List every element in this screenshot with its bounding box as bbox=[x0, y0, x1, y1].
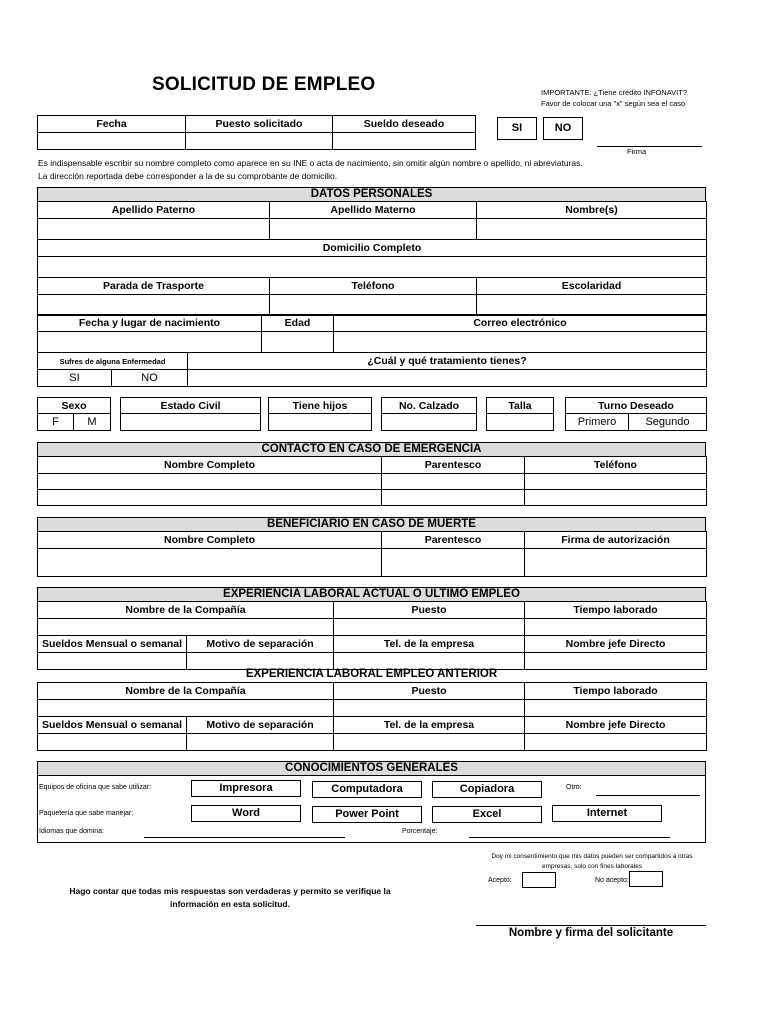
hijos-header: Tiene hijos bbox=[269, 398, 372, 414]
anterior-compania-field[interactable] bbox=[38, 700, 334, 717]
hijos-field[interactable] bbox=[269, 414, 372, 431]
escolaridad-field[interactable] bbox=[477, 295, 707, 316]
infonavit-no-box[interactable]: NO bbox=[543, 117, 583, 140]
actual-puesto-field[interactable] bbox=[334, 619, 525, 636]
emergencia-nombre-header: Nombre Completo bbox=[38, 457, 382, 474]
infonavit-question: IMPORTANTE: ¿Tiene crédito INFONAVIT? bbox=[541, 88, 688, 97]
sexo-header: Sexo bbox=[38, 398, 111, 414]
otro-label: Otro: bbox=[566, 784, 582, 791]
section-experiencia-actual: EXPERIENCIA LABORAL ACTUAL O ULTIMO EMPLEO bbox=[37, 587, 706, 602]
infonavit-hint: Favor de colocar una "x" según sea el caso bbox=[541, 99, 686, 108]
actual-motivo-header: Motivo de separación bbox=[187, 636, 334, 653]
turno-header: Turno Deseado bbox=[566, 398, 707, 414]
beneficiario-parentesco-field[interactable] bbox=[382, 549, 525, 577]
tratamiento-header: ¿Cuál y qué tratamiento tienes? bbox=[188, 353, 707, 370]
declaration-line-1: Hago contar que todas mis respuestas son verdaderas y permito se verifique la bbox=[69, 886, 391, 896]
fecha-lugar-field[interactable] bbox=[38, 332, 262, 353]
beneficiario-parentesco-header: Parentesco bbox=[382, 532, 525, 549]
nombres-header: Nombre(s) bbox=[477, 202, 707, 219]
infonavit-signature-line[interactable] bbox=[597, 146, 702, 147]
anterior-puesto-field[interactable] bbox=[334, 700, 525, 717]
idiomas-label: Idiomas que domina: bbox=[39, 828, 104, 835]
declaration-line-2: información en esta solicitud. bbox=[170, 899, 290, 909]
apellido-materno-field[interactable] bbox=[270, 219, 477, 240]
actual-jefe-header: Nombre jefe Directo bbox=[525, 636, 707, 653]
anterior-jefe-header: Nombre jefe Directo bbox=[525, 717, 707, 734]
turno-table bbox=[565, 397, 707, 431]
anterior-tiempo-field[interactable] bbox=[525, 700, 707, 717]
porcentaje-line[interactable] bbox=[469, 837, 670, 838]
actual-compania-field[interactable] bbox=[38, 619, 334, 636]
anterior-jefe-field[interactable] bbox=[525, 734, 707, 751]
calzado-field[interactable] bbox=[382, 414, 477, 431]
edad-header: Edad bbox=[262, 315, 334, 332]
telefono-field[interactable] bbox=[270, 295, 477, 316]
actual-motivo-field[interactable] bbox=[187, 653, 334, 670]
personal-table-1 bbox=[37, 201, 707, 316]
enfermedad-si[interactable]: SI bbox=[38, 370, 112, 387]
beneficiario-firma-field[interactable] bbox=[525, 549, 707, 577]
correo-field[interactable] bbox=[334, 332, 707, 353]
otro-line[interactable] bbox=[596, 795, 700, 796]
impresora-option[interactable]: Impresora bbox=[191, 780, 301, 797]
section-datos-personales: DATOS PERSONALES bbox=[37, 187, 706, 202]
signature-label: Nombre y firma del solicitante bbox=[508, 927, 674, 939]
consent-line-2: empresas, solo con fines laborales bbox=[541, 863, 643, 870]
beneficiario-table bbox=[37, 531, 707, 577]
talla-field[interactable] bbox=[487, 414, 554, 431]
request-table bbox=[37, 115, 476, 150]
porcentaje-label: Porcentaje: bbox=[402, 828, 438, 835]
firma-label: Firma bbox=[627, 147, 647, 156]
actual-jefe-field[interactable] bbox=[525, 653, 707, 670]
sueldo-header: Sueldo deseado bbox=[333, 116, 476, 133]
talla-table bbox=[486, 397, 554, 431]
edad-field[interactable] bbox=[262, 332, 334, 353]
no-acepto-label: No acepto: bbox=[595, 877, 629, 884]
infonavit-si-box[interactable]: SI bbox=[497, 117, 537, 140]
actual-sueldos-header: Sueldos Mensual o semanal bbox=[38, 636, 187, 653]
sexo-m[interactable]: M bbox=[74, 414, 111, 431]
anterior-sueldos-field[interactable] bbox=[38, 734, 187, 751]
acepto-checkbox[interactable] bbox=[522, 872, 556, 888]
actual-compania-header: Nombre de la Compañía bbox=[38, 602, 334, 619]
personal-table-2 bbox=[37, 314, 707, 353]
telefono-header: Teléfono bbox=[270, 278, 477, 295]
puesto-header: Puesto solicitado bbox=[186, 116, 333, 133]
hijos-table bbox=[268, 397, 372, 431]
instruction-note-1: Es indispensable escribir su nombre completo como aparece en su INE o acta de nacimiento, sin omitir algún nombre o apellido, ni abreviaturas. bbox=[38, 158, 583, 168]
powerpoint-option[interactable]: Power Point bbox=[312, 806, 422, 823]
calzado-table bbox=[381, 397, 477, 431]
emergencia-parentesco-header: Parentesco bbox=[382, 457, 525, 474]
acepto-label: Acepto: bbox=[488, 877, 512, 884]
parada-header: Parada de Trasporte bbox=[38, 278, 270, 295]
anterior-tiempo-header: Tiempo laborado bbox=[525, 683, 707, 700]
anterior-compania-header: Nombre de la Compañía bbox=[38, 683, 334, 700]
experiencia-actual-table bbox=[37, 601, 707, 670]
sexo-table bbox=[37, 397, 111, 431]
anterior-motivo-field[interactable] bbox=[187, 734, 334, 751]
talla-header: Talla bbox=[487, 398, 554, 414]
puesto-field[interactable] bbox=[186, 133, 333, 150]
section-experiencia-anterior: EXPERIENCIA LABORAL EMPLEO ANTERIOR bbox=[245, 668, 498, 680]
nombres-field[interactable] bbox=[477, 219, 707, 240]
actual-sueldos-field[interactable] bbox=[38, 653, 187, 670]
parada-field[interactable] bbox=[38, 295, 270, 316]
no-acepto-checkbox[interactable] bbox=[629, 871, 663, 887]
emergencia-telefono-field-2[interactable] bbox=[525, 490, 707, 506]
emergencia-telefono-header: Teléfono bbox=[525, 457, 707, 474]
equipos-label: Equipos de oficina que sabe utilizar: bbox=[39, 784, 152, 791]
consent-text bbox=[479, 852, 705, 872]
emergencia-nombre-field-2[interactable] bbox=[38, 490, 382, 506]
sexo-f[interactable]: F bbox=[38, 414, 74, 431]
apellido-paterno-header: Apellido Paterno bbox=[38, 202, 270, 219]
emergencia-parentesco-field-2[interactable] bbox=[382, 490, 525, 506]
signature-line[interactable] bbox=[476, 925, 706, 926]
form-title: SOLICITUD DE EMPLEO bbox=[152, 74, 376, 95]
fecha-field[interactable] bbox=[38, 133, 186, 150]
estado-civil-field[interactable] bbox=[121, 414, 261, 431]
instruction-note-2: La dirección reportada debe corresponder a la de su comprobante de domicilio. bbox=[38, 171, 338, 181]
domicilio-header: Domicilio Completo bbox=[38, 240, 707, 257]
sueldo-field[interactable] bbox=[333, 133, 476, 150]
enfermedad-no[interactable]: NO bbox=[112, 370, 188, 387]
fecha-header: Fecha bbox=[38, 116, 186, 133]
consent-line-1: Doy mi consentimiento que mis datos pueden ser compartidos a otras bbox=[491, 853, 693, 860]
emergencia-nombre-field-1[interactable] bbox=[38, 474, 382, 490]
escolaridad-header: Escolaridad bbox=[477, 278, 707, 295]
internet-option[interactable]: Internet bbox=[552, 805, 662, 822]
anterior-motivo-header: Motivo de separación bbox=[187, 717, 334, 734]
section-conocimientos: CONOCIMIENTOS GENERALES bbox=[37, 761, 706, 776]
tratamiento-field[interactable] bbox=[188, 370, 707, 387]
fecha-lugar-header: Fecha y lugar de nacimiento bbox=[38, 315, 262, 332]
paqueteria-label: Paquetería que sabe manejar: bbox=[39, 810, 134, 817]
calzado-header: No. Calzado bbox=[382, 398, 477, 414]
emergencia-table bbox=[37, 456, 707, 506]
computadora-option[interactable]: Computadora bbox=[312, 781, 422, 798]
anterior-tel-field[interactable] bbox=[334, 734, 525, 751]
anterior-tel-header: Tel. de la empresa bbox=[334, 717, 525, 734]
actual-tiempo-header: Tiempo laborado bbox=[525, 602, 707, 619]
estado-civil-header: Estado Civil bbox=[121, 398, 261, 414]
declaration-text bbox=[40, 885, 420, 911]
word-option[interactable]: Word bbox=[191, 805, 301, 822]
idiomas-line[interactable] bbox=[144, 837, 345, 838]
actual-puesto-header: Puesto bbox=[334, 602, 525, 619]
turno-segundo[interactable]: Segundo bbox=[629, 414, 707, 431]
anterior-puesto-header: Puesto bbox=[334, 683, 525, 700]
domicilio-field[interactable] bbox=[38, 257, 707, 278]
actual-tel-header: Tel. de la empresa bbox=[334, 636, 525, 653]
estado-civil-table bbox=[120, 397, 261, 431]
copiadora-option[interactable]: Copiadora bbox=[432, 781, 542, 798]
beneficiario-nombre-header: Nombre Completo bbox=[38, 532, 382, 549]
actual-tel-field[interactable] bbox=[334, 653, 525, 670]
apellido-paterno-field[interactable] bbox=[38, 219, 270, 240]
beneficiario-nombre-field[interactable] bbox=[38, 549, 382, 577]
turno-primero[interactable]: Primero bbox=[566, 414, 629, 431]
anterior-sueldos-header: Sueldos Mensual o semanal bbox=[38, 717, 187, 734]
apellido-materno-header: Apellido Materno bbox=[270, 202, 477, 219]
enfermedad-header: Sufres de alguna Enfermedad bbox=[38, 353, 188, 370]
excel-option[interactable]: Excel bbox=[432, 806, 542, 823]
actual-tiempo-field[interactable] bbox=[525, 619, 707, 636]
emergencia-telefono-field-1[interactable] bbox=[525, 474, 707, 490]
correo-header: Correo electrónico bbox=[334, 315, 707, 332]
beneficiario-firma-header: Firma de autorización bbox=[525, 532, 707, 549]
experiencia-anterior-table bbox=[37, 682, 707, 751]
emergencia-parentesco-field-1[interactable] bbox=[382, 474, 525, 490]
health-table bbox=[37, 352, 707, 387]
section-beneficiario: BENEFICIARIO EN CASO DE MUERTE bbox=[37, 517, 706, 532]
section-emergencia: CONTACTO EN CASO DE EMERGENCIA bbox=[37, 442, 706, 457]
